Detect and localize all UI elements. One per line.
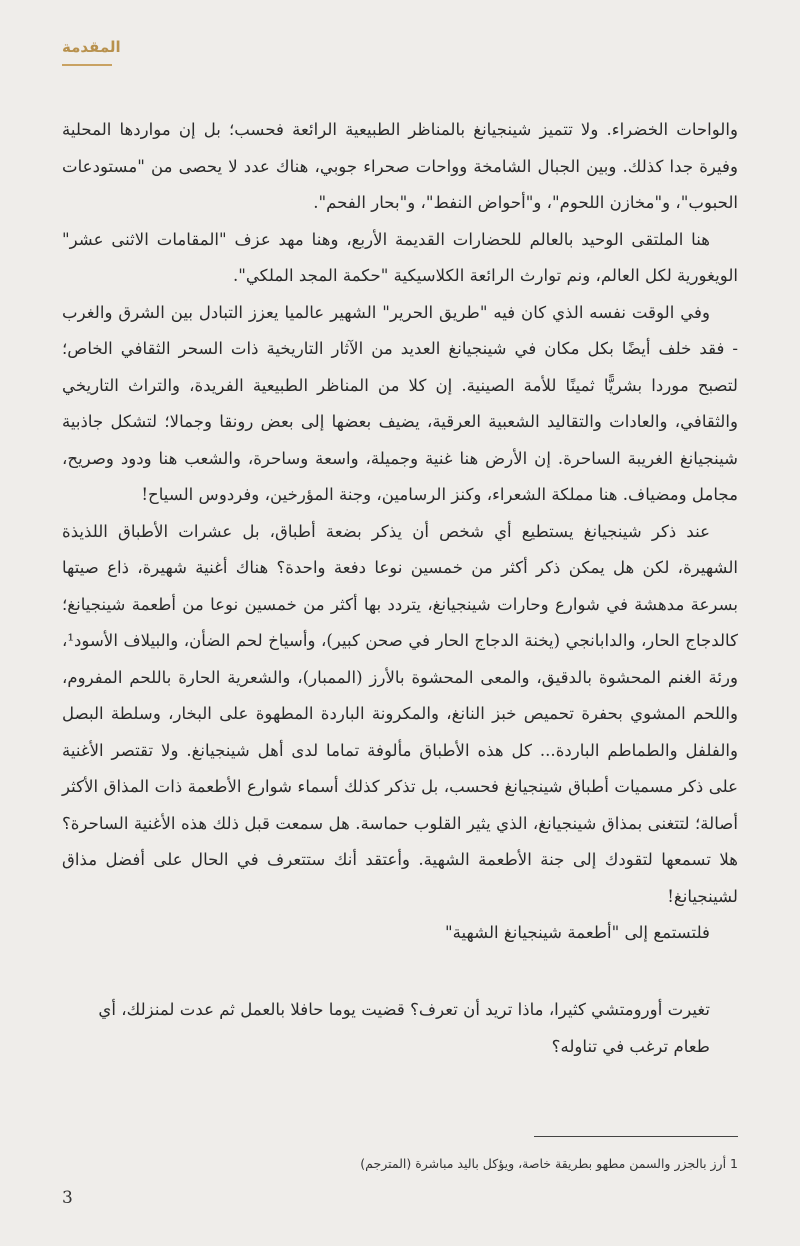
running-header-title: المقدمة [62, 38, 121, 56]
footnote: 1 أرز بالجزر والسمن مطهو بطريقة خاصة، ويؤكل باليد مباشرة (المترجم) [360, 1156, 738, 1171]
song-quote [62, 992, 738, 1065]
paragraph-4: عند ذكر شينجيانغ يستطيع أي شخص أن يذكر بضعة أطباق، بل عشرات الأطباق اللذيذة الشهيرة، لكن هل يمكن ذكر أكثر من خمسين نوعا دفعة واحدة؟ هناك أغنية شهيرة، ذاع صيتها بسرعة مدهشة في شوارع وحارات شينجيانغ، يتردد بها أكثر من خمسين نوعا من أطعمة شينجيانغ؛ كالدجاج الحار، والدابانجي (يخنة الدجاج الحار في صحن كبير)، وأسياخ لحم الضأن، والبيلاف الأسود¹، ورئة الغنم المحشوة بالدقيق، والمعى المحشوة بالأرز (الممبار)، والشعرية الحارة باللحم المفروم، واللحم المشوي بحفرة تحميص خبز النانغ، والمكرونة الباردة المطهوة على البخار، وسلطة البصل والفلفل والطماطم الباردة... كل هذه الأطباق مألوفة تماما لدى أهل شينجيانغ. ولا تقتصر الأغنية على ذكر مسميات أطباق شينجيانغ فحسب، بل تذكر كذلك أسماء شوارع الأطعمة ذات المذاق الأكثر أصالة؛ لتتغنى بمذاق شينجيانغ، الذي يثير القلوب حماسة. هل سمعت قبل ذلك هذه الأغنية الساحرة؟ هلا تسمعها لتقودك إلى جنة الأطعمة الشهية. وأعتقد أنك ستتعرف في الحال على أفضل مذاق لشينجيانغ! [62, 521, 738, 906]
header-rule [62, 64, 112, 66]
paragraph-2: هنا الملتقى الوحيد بالعالم للحضارات القديمة الأربع، وهنا مهد عزف "المقامات الاثنى عشر" الويغورية لكل العالم، ونم توارث الرائعة الكلاسيكية "حكمة المجد الملكي". [62, 229, 738, 285]
body-text [62, 112, 738, 952]
footnote-rule [534, 1136, 738, 1137]
paragraph-1: والواحات الخضراء. ولا تتميز شينجيانغ بالمناظر الطبيعية الرائعة فحسب؛ بل إن مواردها المحلية وفيرة جدا كذلك. وبين الجبال الشامخة وواحات صحراء جوبي، هناك عدد لا يحصى من "مستودعات الحبوب"، و"مخازن اللحوم"، و"أحواض النفط"، و"بحار الفحم". [62, 120, 738, 212]
quote-text: تغيرت أورومتشي كثيرا، ماذا تريد أن تعرف؟ قضيت يوما حافلا بالعمل ثم عدت لمنزلك، أي طعام ترغب في تناوله؟ [98, 1000, 710, 1056]
paragraph-3: وفي الوقت نفسه الذي كان فيه "طريق الحرير" الشهير عالميا يعزز التبادل بين الشرق والغرب - فقد خلف أيضًا بكل مكان في شينجيانغ العديد من الآثار التاريخية ذات السحر الثقافي الخاص؛ لتصبح موردا بشريًّا ثمينًا للأمة الصينية. إن كلا من المناظر الطبيعية الفريدة، والتراث التاريخي والثقافي، والعادات والتقاليد الشعبية العرقية، يضيف بعضها إلى بعض رونقا وجمالا؛ لتشكل جاذبية شينجيانغ الغريبة الساحرة. إن الأرض هنا غنية وجميلة، واسعة وساحرة، والشعب هنا ودود وصريح، مجامل ومضياف. هنا مملكة الشعراء، وكنز الرسامين، وجنة المؤرخين، وفردوس السياح! [62, 302, 738, 504]
page-number: 3 [62, 1188, 73, 1208]
paragraph-5: فلتستمع إلى "أطعمة شينجيانغ الشهية" [444, 923, 710, 942]
